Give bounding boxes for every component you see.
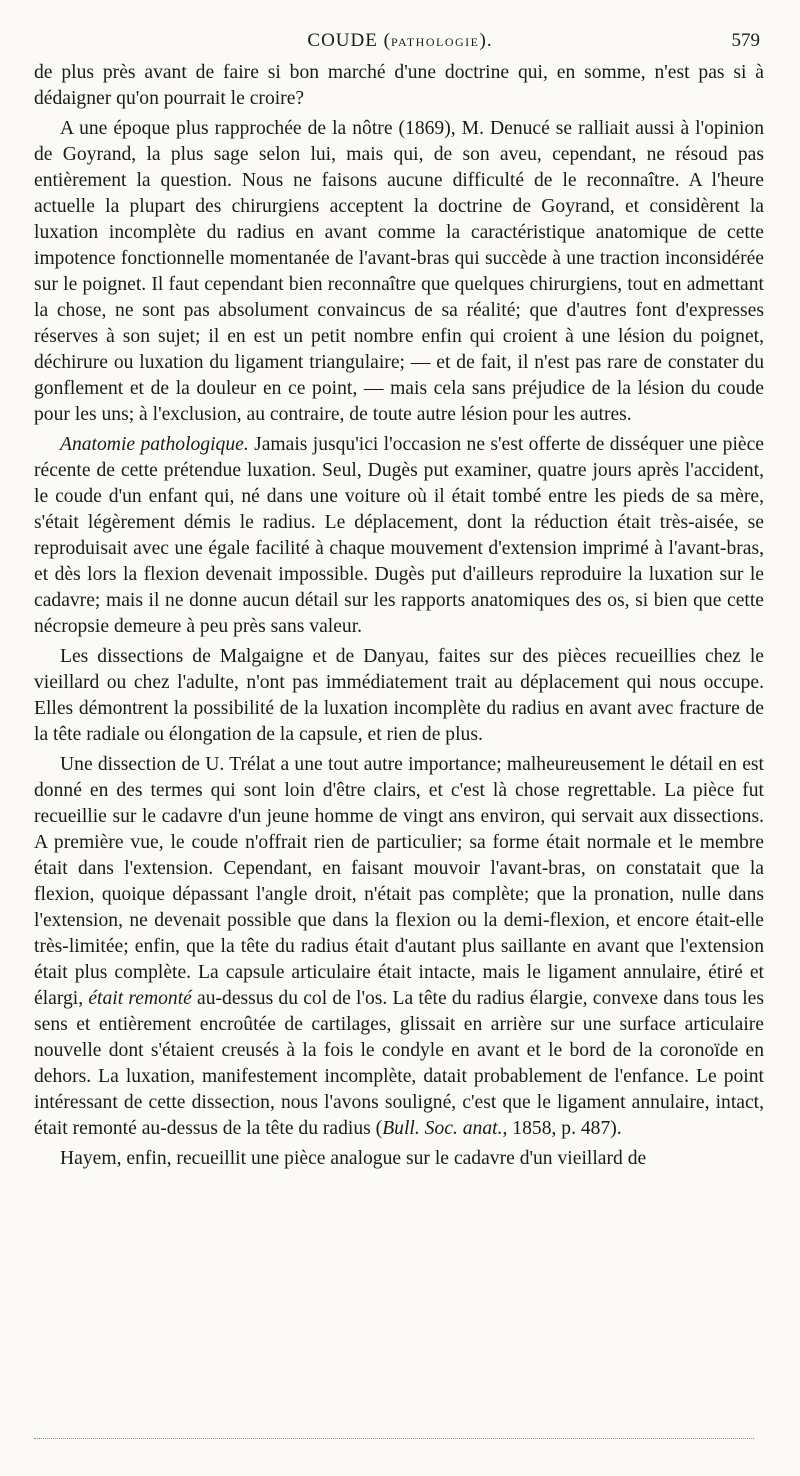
running-title-subject: PATHOLOGIE [390,35,480,49]
running-header [34,30,766,54]
paragraph-trelat-text-c: , 1858, p. 487). [502,1118,622,1139]
paragraph-trelat-text-b: au-dessus du col de l'os. La tête du radius élargie, convexe dans tous les sens et entièrement encroûtée de cartilages, glissait en arrière sur une surface articulaire nouvelle dont s'étaient creusés à la fois le condyle en avant et le bord de la coronoïde en dehors. La luxation, manifestement incomplète, datait probablement de l'enfance. Le point intéressant de cette dissection, nous l'avons souligné, c'est que le ligament annulaire, intact, était remonté au-dessus de la tête du radius ( [34,988,764,1139]
paragraph-anatomie [34,432,764,640]
section-heading-anatomie: Anatomie pathologique. [60,434,249,455]
paragraph-anatomie-text: Jamais jusqu'ici l'occasion ne s'est offerte de disséquer une pièce récente de cette prétendue luxation. Seul, Dugès put examiner, quatre jours après l'accident, le coude d'un enfant qui, né dans une voiture où il était tombé entre les pieds de sa mère, s'était légèrement démis le radius. Le déplacement, dont la réduction était très-aisée, se reproduisait avec une égale facilité à chaque mouvement d'extension imprimé à l'avant-bras, et dès lors la flexion devenait impossible. Dugès put d'ailleurs reproduire la luxation sur le cadavre; mais il ne donne aucun détail sur les rapports anatomiques des os, si bien que cette nécropsie demeure à peu près sans valeur. [34,434,765,637]
running-title [34,30,766,52]
paragraph-hayem: Hayem, enfin, recueillit une pièce analogue sur le cadavre d'un vieillard de [60,1148,647,1169]
paragraph-denuce: A une époque plus rapprochée de la nôtre (1869), M. Denucé se ralliait aussi à l'opinion de Goyrand, la plus sage selon lui, mais qui, de son aveu, cependant, ne résoud pas entièrement la question. Nous ne faisons aucune difficulté de le reconnaître. A l'heure actuelle la plupart des chirurgiens acceptent la doctrine de Goyrand, et considèrent la luxation incomplète du radius en avant comme la caractéristique anatomique de cette impotence fonctionnelle momentanée de l'avant-bras qui succède à une traction inconsidérée sur le poignet. Il faut cependant bien reconnaître que quelques chirurgiens, tout en admettant la chose, ne sont pas absolument convaincus de sa réalité; que d'autres font d'expresses réserves à son sujet; il en est un petit nombre enfin qui croient à une lésion du poignet, déchirure ou luxation du ligament triangulaire; — et de fait, il n'est pas rare de constater du gonflement et de la douleur en ce point, — mais cela sans préjudice de la lésion du coude pour les uns; à l'exclusion, au contraire, de toute autre lésion pour les autres. [34,118,764,425]
citation-bull-soc-anat: Bull. Soc. anat. [382,1118,503,1139]
paragraph-continued: de plus près avant de faire si bon marché d'une doctrine qui, en somme, n'est pas si à dédaigner qu'on pourrait le croire? [34,62,764,109]
running-title-end: ). [479,30,493,51]
paragraph-trelat-text-a: Une dissection de U. Trélat a une tout autre importance; malheureusement le détail en est donné en des termes qui sont loin d'être clairs, et c'est là chose regrettable. La pièce fut recueillie sur le cadavre d'un jeune homme de vingt ans environ, qui servait aux dissections. A première vue, le coude n'offrait rien de particulier; sa forme était normale et le membre était dans l'extension. Cependant, en faisant mouvoir l'avant-bras, on constatait que la flexion, quoique dépassant l'angle droit, n'était pas complète; que la pronation, nulle dans l'extension, ne devenait possible que dans la flexion ou la demi-flexion, et encore était-elle très-limitée; enfin, que la tête du radius était d'autant plus saillante en avant que l'extension était plus complète. La capsule articulaire était intacte, mais le ligament annulaire, étiré et élargi, [34,754,764,1009]
page-body [34,60,764,1172]
page-number: 579 [731,30,760,51]
footer-dotted-rule [34,1438,754,1439]
emphasis-remonte: était remonté [88,988,192,1009]
paragraph-malgaigne: Les dissections de Malgaigne et de Danyau, faites sur des pièces recueillies chez le vieillard ou chez l'adulte, n'ont pas immédiatement trait au déplacement qui nous occupe. Elles démontrent la possibilité de la luxation incomplète du radius en avant avec fracture de la tête radiale ou élongation de la capsule, et rien de plus. [34,646,764,745]
paragraph-trelat [34,752,764,1142]
running-title-main: COUDE ( [307,30,391,51]
